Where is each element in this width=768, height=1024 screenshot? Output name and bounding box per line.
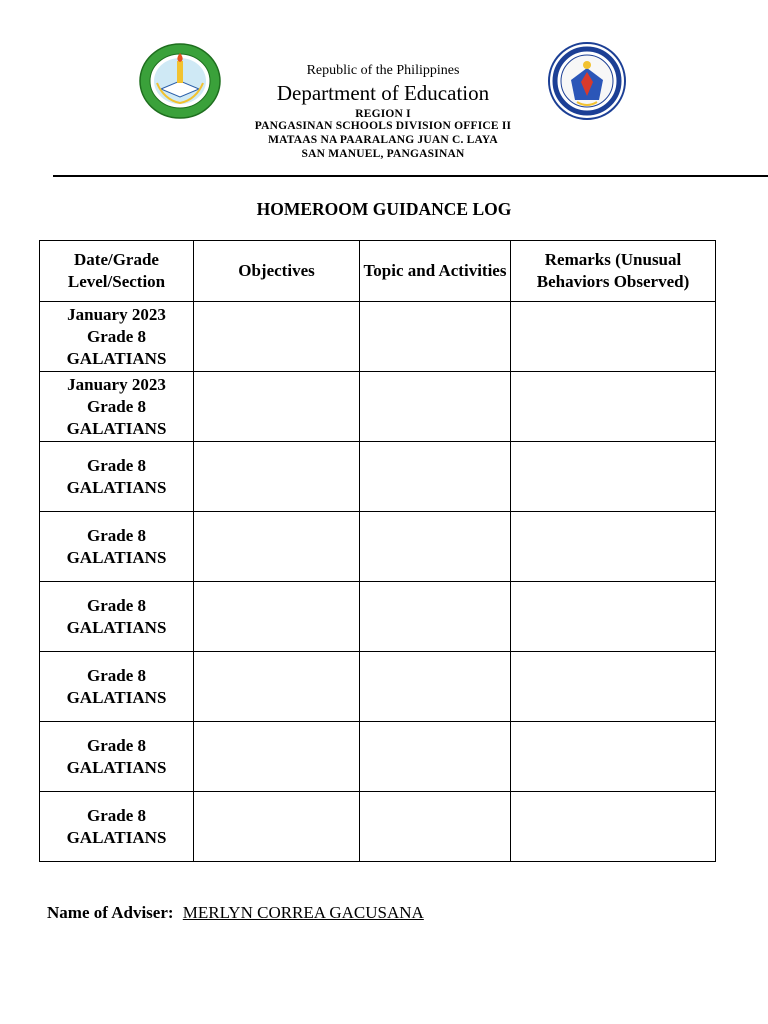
objectives-cell[interactable]: [194, 652, 360, 722]
date-grade-section-cell: [40, 442, 194, 512]
date-grade-section-cell: [40, 372, 194, 442]
adviser-name: MERLYN CORREA GACUSANA: [182, 903, 424, 922]
objectives-cell[interactable]: [194, 302, 360, 372]
table-row: [40, 652, 716, 722]
topic-cell[interactable]: [360, 512, 511, 582]
row-section: GALATIANS: [66, 688, 167, 707]
topic-cell[interactable]: [360, 652, 511, 722]
table-row: [40, 722, 716, 792]
remarks-cell[interactable]: [511, 442, 716, 512]
date-grade-section-cell: [40, 792, 194, 862]
remarks-cell[interactable]: [511, 512, 716, 582]
page-title: HOMEROOM GUIDANCE LOG: [256, 199, 512, 219]
region-line: REGION I: [355, 108, 411, 120]
topic-cell[interactable]: [360, 442, 511, 512]
row-section: GALATIANS: [66, 758, 167, 777]
row-grade: Grade 8: [86, 596, 147, 615]
row-section: GALATIANS: [66, 419, 167, 438]
table-row: [40, 512, 716, 582]
header-divider: [53, 175, 768, 177]
row-section: GALATIANS: [66, 349, 167, 368]
remarks-cell[interactable]: [511, 722, 716, 792]
adviser-label: Name of Adviser:: [47, 903, 174, 922]
row-date: January 2023: [67, 305, 166, 324]
location-line: SAN MANUEL, PANGASINAN: [301, 148, 465, 160]
objectives-cell[interactable]: [194, 722, 360, 792]
table-row: [40, 442, 716, 512]
remarks-cell[interactable]: [511, 582, 716, 652]
row-section: GALATIANS: [66, 828, 167, 847]
department-name: Department of Education: [276, 81, 490, 105]
date-grade-section-cell: [40, 652, 194, 722]
row-grade: Grade 8: [86, 806, 147, 825]
remarks-cell[interactable]: [511, 302, 716, 372]
column-header-date: Date/Grade Level/Section: [40, 241, 194, 302]
row-grade: Grade 8: [86, 666, 147, 685]
date-grade-section-cell: [40, 302, 194, 372]
row-grade: Grade 8: [86, 327, 147, 346]
topic-cell[interactable]: [360, 302, 511, 372]
table-row: [40, 302, 716, 372]
column-header-remarks: Remarks (Unusual Behaviors Observed): [511, 241, 716, 302]
row-grade: Grade 8: [86, 397, 147, 416]
table-row: [40, 582, 716, 652]
table-row: [40, 372, 716, 442]
table-header-row: [40, 241, 716, 302]
date-grade-section-cell: [40, 582, 194, 652]
topic-cell[interactable]: [360, 582, 511, 652]
objectives-cell[interactable]: [194, 442, 360, 512]
row-section: GALATIANS: [66, 548, 167, 567]
topic-cell[interactable]: [360, 372, 511, 442]
table-row: [40, 792, 716, 862]
remarks-cell[interactable]: [511, 792, 716, 862]
topic-cell[interactable]: [360, 792, 511, 862]
objectives-cell[interactable]: [194, 372, 360, 442]
school-line: MATAAS NA PAARALANG JUAN C. LAYA: [268, 134, 498, 146]
objectives-cell[interactable]: [194, 582, 360, 652]
adviser-line: [47, 903, 424, 923]
row-grade: Grade 8: [86, 526, 147, 545]
row-section: GALATIANS: [66, 478, 167, 497]
date-grade-section-cell: [40, 512, 194, 582]
column-header-objectives: Objectives: [194, 241, 360, 302]
column-header-topic: Topic and Activities: [360, 241, 511, 302]
topic-cell[interactable]: [360, 722, 511, 792]
remarks-cell[interactable]: [511, 372, 716, 442]
country-line: Republic of the Philippines: [306, 63, 460, 78]
row-date: January 2023: [67, 375, 166, 394]
row-section: GALATIANS: [66, 618, 167, 637]
objectives-cell[interactable]: [194, 512, 360, 582]
guidance-log-table: [39, 240, 716, 862]
row-grade: Grade 8: [86, 456, 147, 475]
date-grade-section-cell: [40, 722, 194, 792]
row-grade: Grade 8: [86, 736, 147, 755]
remarks-cell[interactable]: [511, 652, 716, 722]
objectives-cell[interactable]: [194, 792, 360, 862]
division-line: PANGASINAN SCHOOLS DIVISION OFFICE II: [254, 120, 512, 132]
